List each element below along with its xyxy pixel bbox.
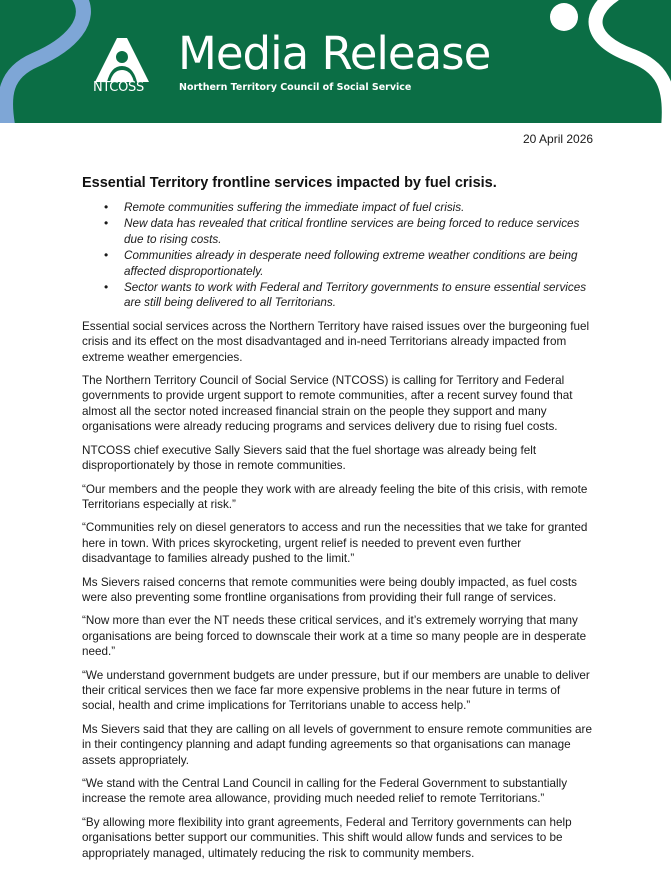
- quote-paragraph: “Communities rely on diesel generators to access and run the necessities that we take for granted here in town. With prices skyrocketing, urgent relief is needed to prevent even further disadvantage to families already pushed to the limit.”: [82, 521, 588, 566]
- organisation-name: Northern Territory Council of Social Service: [179, 82, 412, 93]
- key-point: • Communities already in desperate need following extreme weather conditions are being affected disproportionately.: [104, 248, 592, 279]
- headline: Essential Territory frontline services impacted by fuel crisis.: [82, 175, 497, 191]
- quote-paragraph: “We stand with the Central Land Council in calling for the Federal Government to substantially increase the remote area allowance, providing much needed relief to remote Territorians.”: [82, 777, 568, 806]
- key-point: • Sector wants to work with Federal and Territory governments to ensure essential services are still being delivered to all Territorians.: [104, 280, 592, 311]
- quote-paragraph: “Our members and the people they work with are already feeling the bite of this crisis, with remote Territorians especially at risk.”: [82, 482, 588, 511]
- key-point: • New data has revealed that critical frontline services are being forced to reduce services due to rising costs.: [104, 216, 592, 247]
- release-body: [82, 175, 592, 869]
- paragraph: NTCOSS chief executive Sally Sievers said that the fuel shortage was already being felt disproportionately by those in remote communities.: [82, 443, 537, 473]
- quote-paragraph: “By allowing more flexibility into grant agreements, Federal and Territory governments can help organisations better support our communities. This shift would allow funds and services to be appropriately managed, ultimately reducing the risk to community members.: [82, 815, 572, 860]
- paragraph: Ms Sievers said that they are calling on all levels of government to ensure remote communities are in their contingency planning and adapt funding agreements so that organisations can manage assets appropriately.: [82, 722, 592, 767]
- page-title: Media Release: [178, 27, 491, 80]
- paragraph: The Northern Territory Council of Social Service (NTCOSS) is calling for Territory and Federal governments to provide urgent support to remote communities, after a recent survey found that almost all the sector noted increased financial strain on the people they support and many organisations were already reducing programs and services delivery due to rising fuel costs.: [82, 374, 573, 434]
- key-point: • Remote communities suffering the immediate impact of fuel crisis.: [104, 200, 592, 215]
- paragraph: Ms Sievers raised concerns that remote communities were being doubly impacted, as fuel costs were also preventing some frontline organisations from providing their full range of services.: [82, 575, 577, 604]
- key-points-list: [104, 200, 592, 311]
- media-release-header: [0, 0, 671, 123]
- logo-text: NTCOSS: [93, 80, 144, 95]
- quote-paragraph: “We understand government budgets are under pressure, but if our members are unable to deliver their critical services then we face far more expensive problems in the near future in terms of social, health and crime implications for Territorians unable to access help.”: [82, 668, 590, 713]
- release-date: 20 April 2026: [523, 132, 594, 146]
- quote-paragraph: “Now more than ever the NT needs these critical services, and it’s extremely worrying that many organisations are being forced to downscale their work at a time so many people are in desperate need.”: [82, 614, 587, 659]
- paragraph: Essential social services across the Northern Territory have raised issues over the burgeoning fuel crisis and its effect on the most disadvantaged and in-need Territorians already impacted from extreme weather emergencies.: [82, 319, 590, 364]
